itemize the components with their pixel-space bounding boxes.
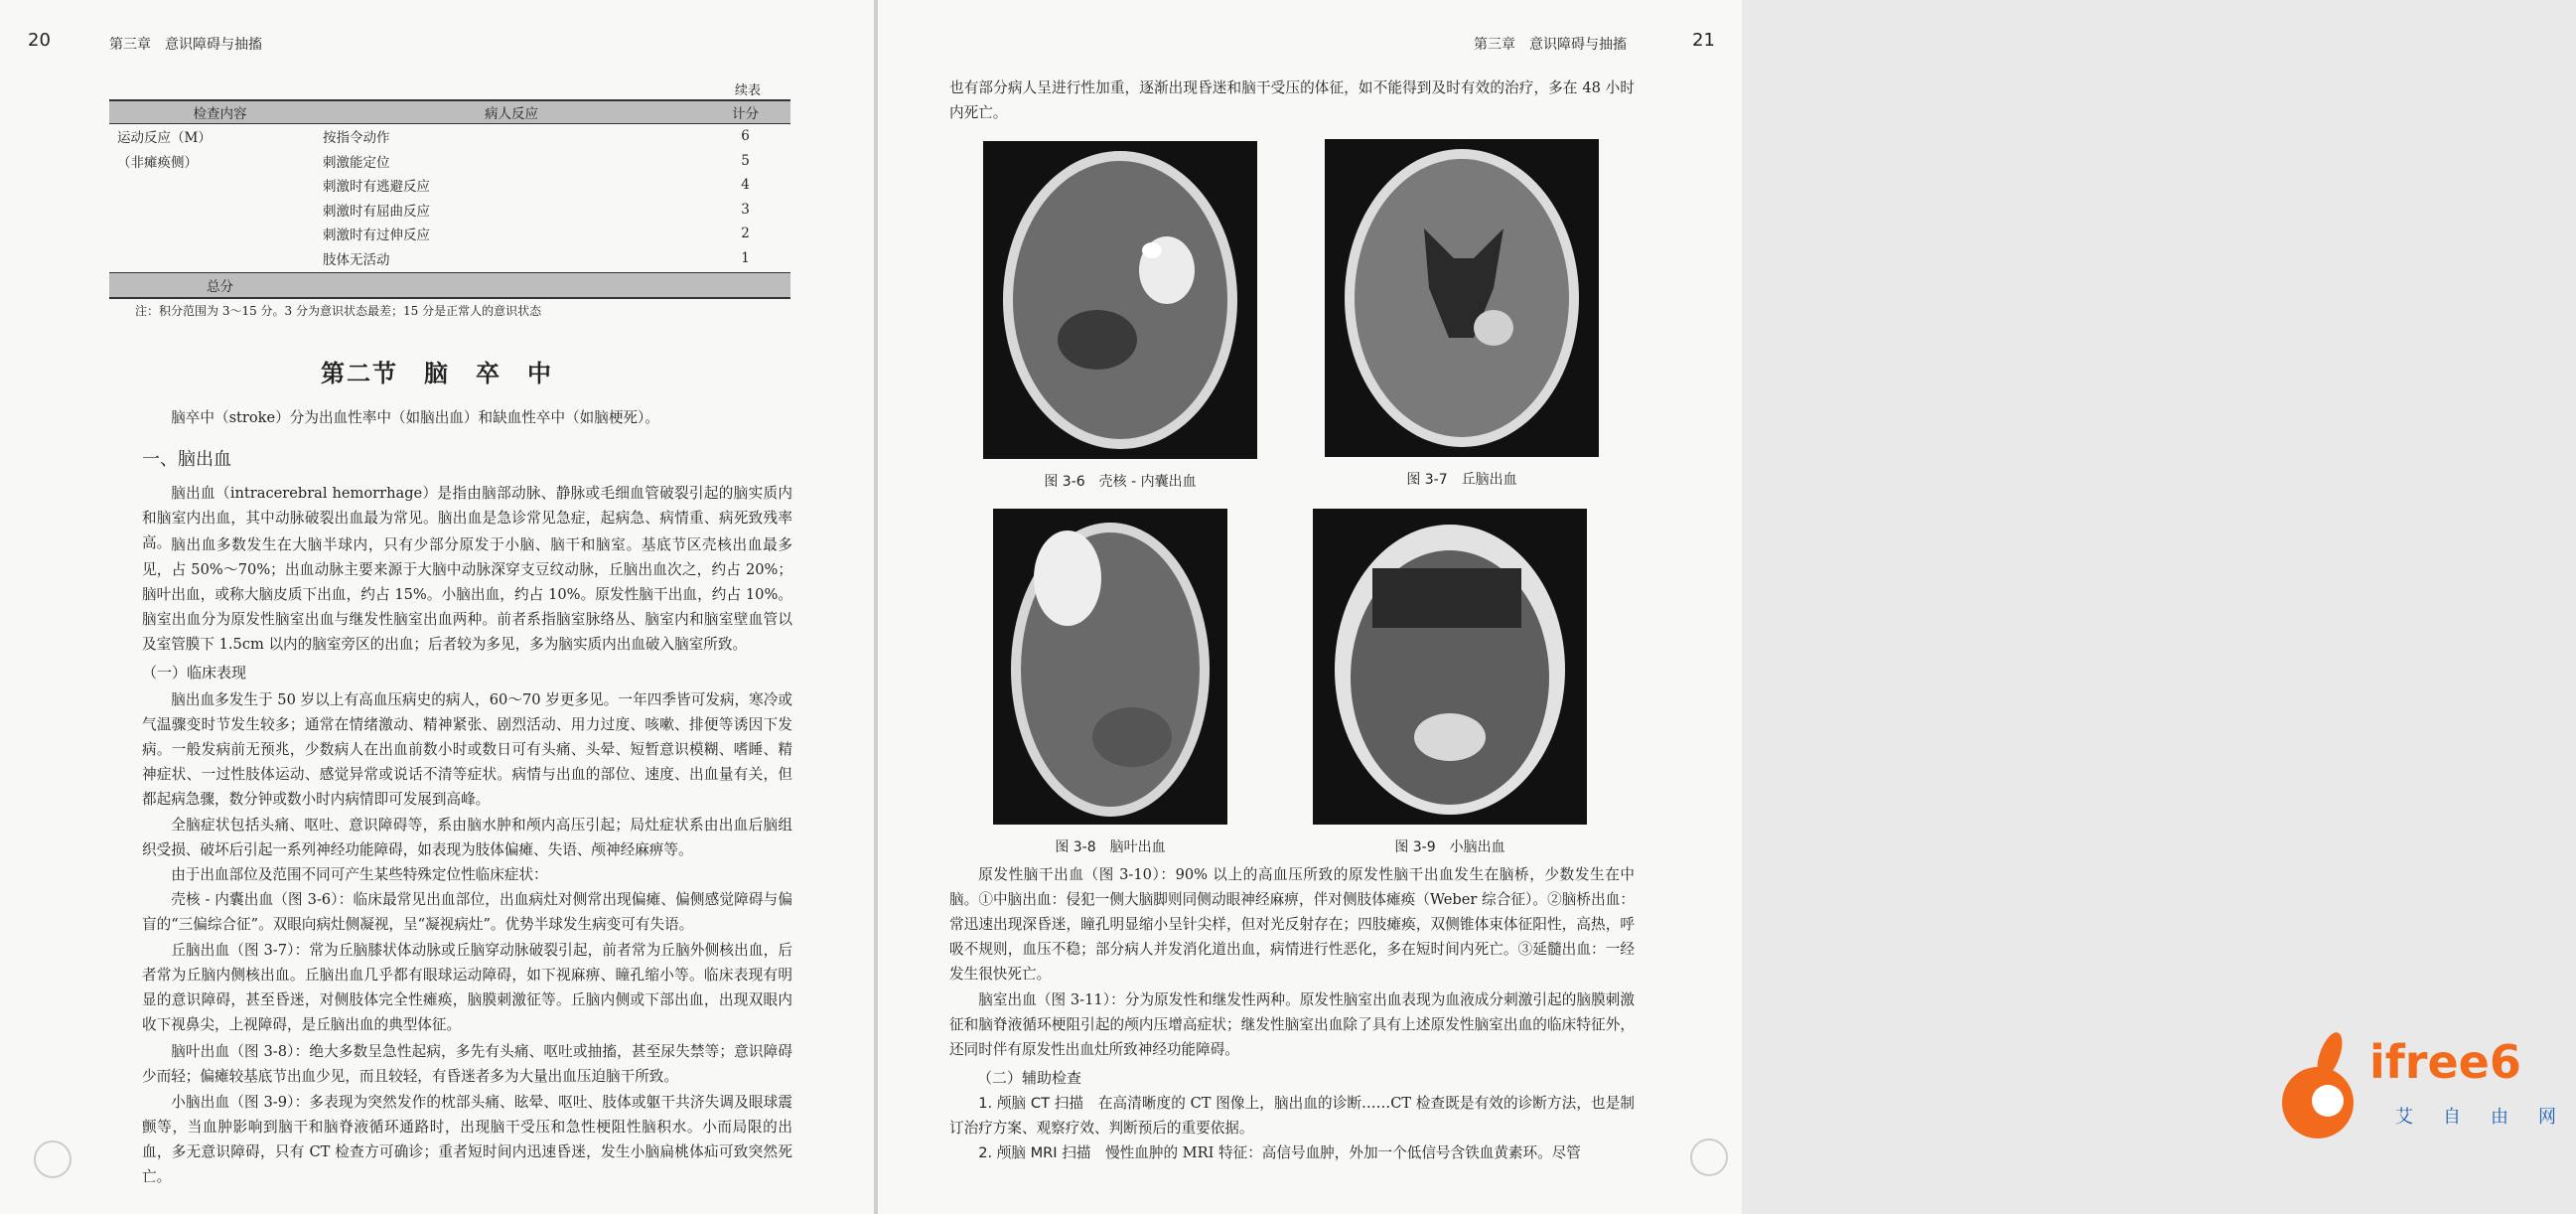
running-header-right: 第三章 意识障碍与抽搐 [1474,37,1627,53]
left-page [0,0,874,1214]
table-row [109,246,790,271]
ct-image-thalamus [1325,139,1599,457]
table-cell-response: 刺激能定位 [323,154,390,171]
table-cell-score: 5 [741,152,750,169]
paragraph-ct-scan [949,1091,1635,1140]
page-number-right: 21 [1692,30,1715,51]
ct-scan-graphic [1325,139,1599,457]
table-row [109,124,790,149]
watermark-subtitle: 艾 自 由 网 [2395,1107,2562,1128]
table-total-label: 总分 [207,279,233,295]
table-cell-score: 4 [741,177,750,194]
paragraph-progression: 也有部分病人呈进行性加重，逐渐出现昏迷和脑干受压的体征，如不能得到及时有效的治疗，多在 48 小时内死亡。 [949,79,1635,121]
paragraph-ventricular: 脑室出血（图 3-11）：分为原发性和继发性两种。原发性脑室出血表现为血液成分刺激引起的脑膜刺激征和脑脊液循环梗阻引起的颅内压增高症状；继发性脑室出血除了具有上述原发性脑室出血的临床特征外，还同时伴有原发性出血灶所致神经功能障碍。 [949,991,1635,1058]
table-cell-response: 按指令动作 [323,130,390,147]
table-continued-label: 续表 [735,83,762,98]
site-watermark [2258,1033,2576,1142]
table-header-response: 病人反应 [485,106,538,122]
table-cell-response: 刺激时有过伸反应 [323,228,430,244]
paragraph-putamen: 壳核 - 内囊出血（图 3-6）：临床最常见出血部位，出血病灶对侧常出现偏瘫、偏侧感觉障碍与偏盲的“三偏综合征”。双眼向病灶侧凝视，呈“凝视病灶”。优势半球发生病变可有失语。 [142,891,792,933]
table-cell-response: 刺激时有逃避反应 [323,179,430,196]
ct-scan-label: 1. 颅脑 CT 扫描 [978,1095,1084,1112]
running-header-left: 第三章 意识障碍与抽搐 [109,37,262,53]
paragraph-onset: 脑出血多发生于 50 岁以上有高血压病史的病人，60～70 岁更多见。一年四季皆可发病，寒冷或气温骤变时节发生较多；通常在情绪激动、精神紧张、剧烈活动、用力过度、咳嗽、排便等诱因下发病。一般发病前无预兆，少数病人在出血前数小时或数日可有头痛、头晕、短暂意识模糊、嗜睡、精神症状、一过性肢体运动、感觉异常或说话不清等症状。病情与出血的部位、速度、出血量有关，但都起病急骤，数分钟或数小时内病情即可发展到高峰。 [142,691,792,808]
intro-paragraph: 脑卒中（stroke）分为出血性率中（如脑出血）和缺血性卒中（如脑梗死）。 [171,409,659,426]
table-note: 注：积分范围为 3～15 分。3 分为意识状态最差；15 分是正常人的意识状态 [135,304,542,318]
table-row [109,173,790,198]
table-cell-item: （非瘫痪侧） [117,154,198,171]
mri-scan-label: 2. 颅脑 MRI 扫描 [978,1144,1091,1161]
table-cell-score: 6 [741,128,750,145]
ct-scan-text: 在高清晰度的 CT 图像上，脑出血的诊断……CT 检查既是有效的诊断方法，也是制订治疗方案、观察疗效、判断预后的重要依据。 [949,1095,1635,1137]
figure-caption-3-8: 图 3-8 脑叶出血 [1055,839,1166,855]
paragraph-localization: 由于出血部位及范围不同可产生某些特殊定位性临床症状： [171,866,548,883]
right-page [878,0,2562,1214]
ct-scan-graphic [993,509,1227,825]
ct-scan-graphic [983,141,1257,459]
paragraph-definition: 脑出血（intracerebral hemorrhage）是指由脑部动脉、静脉或毛细血管破裂引起的脑实质内和脑室内出血，其中动脉破裂出血最为常见。脑出血是急诊常见急症，起病急、病情重、病死致残率高。 [142,485,792,551]
figure-caption-3-6: 图 3-6 壳核 - 内囊出血 [1044,474,1197,490]
heading-cerebral-hemorrhage: 一、脑出血 [142,449,231,470]
table-cell-response: 肢体无活动 [323,251,390,268]
corner-logo-right [1690,1138,1728,1176]
table-row [109,222,790,246]
watermark-brand: ifree6 [2369,1035,2521,1089]
ct-image-lobar [993,509,1227,825]
rabbit-logo-icon [2258,1033,2367,1142]
heading-clinical-manifestation: （一）临床表现 [142,664,247,682]
table-cell-item: 运动反应（M） [117,130,212,147]
table-cell-score: 1 [741,249,750,266]
ct-image-cerebellar [1313,509,1587,825]
table-header-item: 检查内容 [193,106,247,122]
gcs-table [109,99,790,299]
table-row [109,149,790,174]
section-title: 第二节 脑 卒 中 [321,360,553,387]
figure-caption-3-9: 图 3-9 小脑出血 [1394,839,1505,855]
mri-scan-text: 慢性血肿的 MRI 特征：高信号血肿，外加一个低信号含铁血黄素环。尽管 [1105,1144,1581,1161]
table-row [109,198,790,223]
paragraph-lobar: 脑叶出血（图 3-8）：绝大多数呈急性起病，多先有头痛、呕吐或抽搐，甚至尿失禁等；意识障碍少而轻；偏瘫较基底节出血少见，而且较轻，有昏迷者多为大量出血压迫脑干所致。 [142,1043,792,1085]
paragraph-general-symptoms: 全脑症状包括头痛、呕吐、意识障碍等，系由脑水肿和颅内高压引起；局灶症状系由出血后脑组织受损、破坏后引起一系列神经功能障碍，如表现为肢体偏瘫、失语、颅神经麻痹等。 [142,817,792,858]
ct-image-putamen [983,141,1257,459]
table-header-score: 计分 [732,106,759,122]
figure-caption-3-7: 图 3-7 丘脑出血 [1406,472,1517,488]
paragraph-mri-scan [949,1140,1635,1165]
page-number-left: 20 [28,30,51,51]
corner-logo-left [34,1140,72,1178]
table-cell-response: 刺激时有屈曲反应 [323,203,430,220]
paragraph-cerebellar: 小脑出血（图 3-9）：多表现为突然发作的枕部头痛、眩晕、呕吐、肢体或躯干共济失调及眼球震颤等，当血肿影响到脑干和脑脊液循环通路时，出现脑干受压和急性梗阻性脑积水。小而局限的出血，多无意识障碍，只有 CT 检查方可确诊；重者短时间内迅速昏迷，发生小脑扁桃体疝可致突然死亡。 [142,1094,792,1185]
paragraph-thalamus: 丘脑出血（图 3-7）：常为丘脑膝状体动脉或丘脑穿动脉破裂引起，前者常为丘脑外侧核出血，后者常为丘脑内侧核出血。丘脑出血几乎都有眼球运动障碍，如下视麻痹、瞳孔缩小等。临床表现有明显的意识障碍，甚至昏迷，对侧肢体完全性瘫痪，脑膜刺激征等。丘脑内侧或下部出血，出现双眼内收下视鼻尖，上视障碍，是丘脑出血的典型体征。 [142,942,792,1033]
ct-scan-graphic [1313,509,1587,825]
heading-auxiliary-exam: （二）辅助检查 [977,1069,1082,1087]
paragraph-brainstem: 原发性脑干出血（图 3-10）：90% 以上的高血压所致的原发性脑干出血发生在脑桥，少数发生在中脑。①中脑出血：侵犯一侧大脑脚则同侧动眼神经麻痹，伴对侧肢体瘫痪（Weber 综合征）。②脑桥出血：常迅速出现深昏迷，瞳孔明显缩小呈针尖样，但对光反射存在；四肢瘫痪，双侧锥体束体征阳性，高热，呼吸不规则，血压不稳；部分病人并发消化道出血，病情进行性恶化，多在短时间内死亡。③延髓出血：一经发生很快死亡。 [949,866,1635,983]
table-total-row [109,272,790,299]
table-header-row [109,99,790,124]
paragraph-distribution: 脑出血多数发生在大脑半球内，只有少部分原发于小脑、脑干和脑室。基底节区壳核出血最多见，占 50%～70%；出血动脉主要来源于大脑中动脉深穿支豆纹动脉，丘脑出血次之，约占 20%；脑叶出血，或称大脑皮质下出血，约占 15%。小脑出血，约占 10%。原发性脑干出血，约占 10%。脑室出血分为原发性脑室出血与继发性脑室出血两种。前者系指脑室脉络丛、脑室内和脑室壁血管以及室管膜下 1.5cm 以内的脑室旁区的出血；后者较为多见，多为脑实质内出血破入脑室所致。 [142,536,792,653]
table-cell-score: 2 [741,226,750,242]
table-cell-score: 3 [741,201,750,218]
